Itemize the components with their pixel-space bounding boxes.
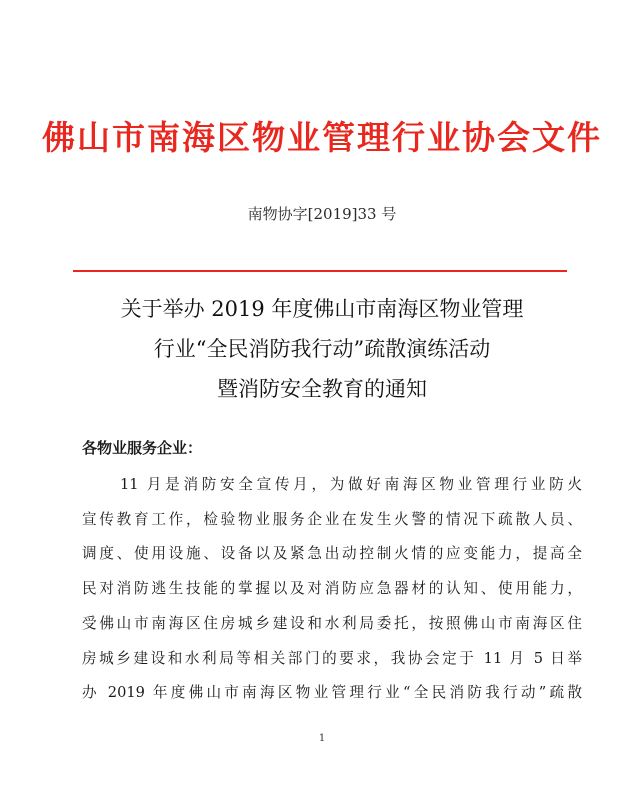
notice-title-line: 行业“全民消防我行动”疏散演练活动 [153, 337, 491, 361]
body-line: 宣传教育工作，检验物业服务企业在发生火警的情况下疏散人员、 [82, 510, 582, 528]
org-header-title: 佛山市南海区物业管理行业协会文件 [42, 118, 602, 157]
notice-title-line: 暨消防安全教育的通知 [217, 377, 427, 401]
body-line: 办 2019 年度佛山市南海区物业管理行业“全民消防我行动”疏散 [82, 684, 582, 702]
page-number: 1 [318, 733, 326, 744]
salutation: 各物业服务企业： [82, 439, 203, 457]
body-line: 民对消防逃生技能的掌握以及对消防应急器材的认知、使用能力， [82, 580, 582, 598]
document-number: 南物协字[2019]33 号 [247, 205, 397, 223]
body-line: 受佛山市南海区住房城乡建设和水利局委托，按照佛山市南海区住 [82, 614, 582, 632]
body-line: 11 月是消防安全宣传月，为做好南海区物业管理行业防火 [120, 476, 582, 493]
body-line: 调度、使用设施、设备以及紧急出动控制火情的应变能力，提高全 [82, 545, 582, 563]
notice-title-line: 关于举办 2019 年度佛山市南海区物业管理 [120, 297, 524, 321]
notice-title [0, 289, 644, 409]
body-line: 房城乡建设和水利局等相关部门的要求，我协会定于 11 月 5 日举 [82, 649, 582, 667]
notice-body [82, 468, 582, 711]
red-divider-line [73, 270, 567, 272]
